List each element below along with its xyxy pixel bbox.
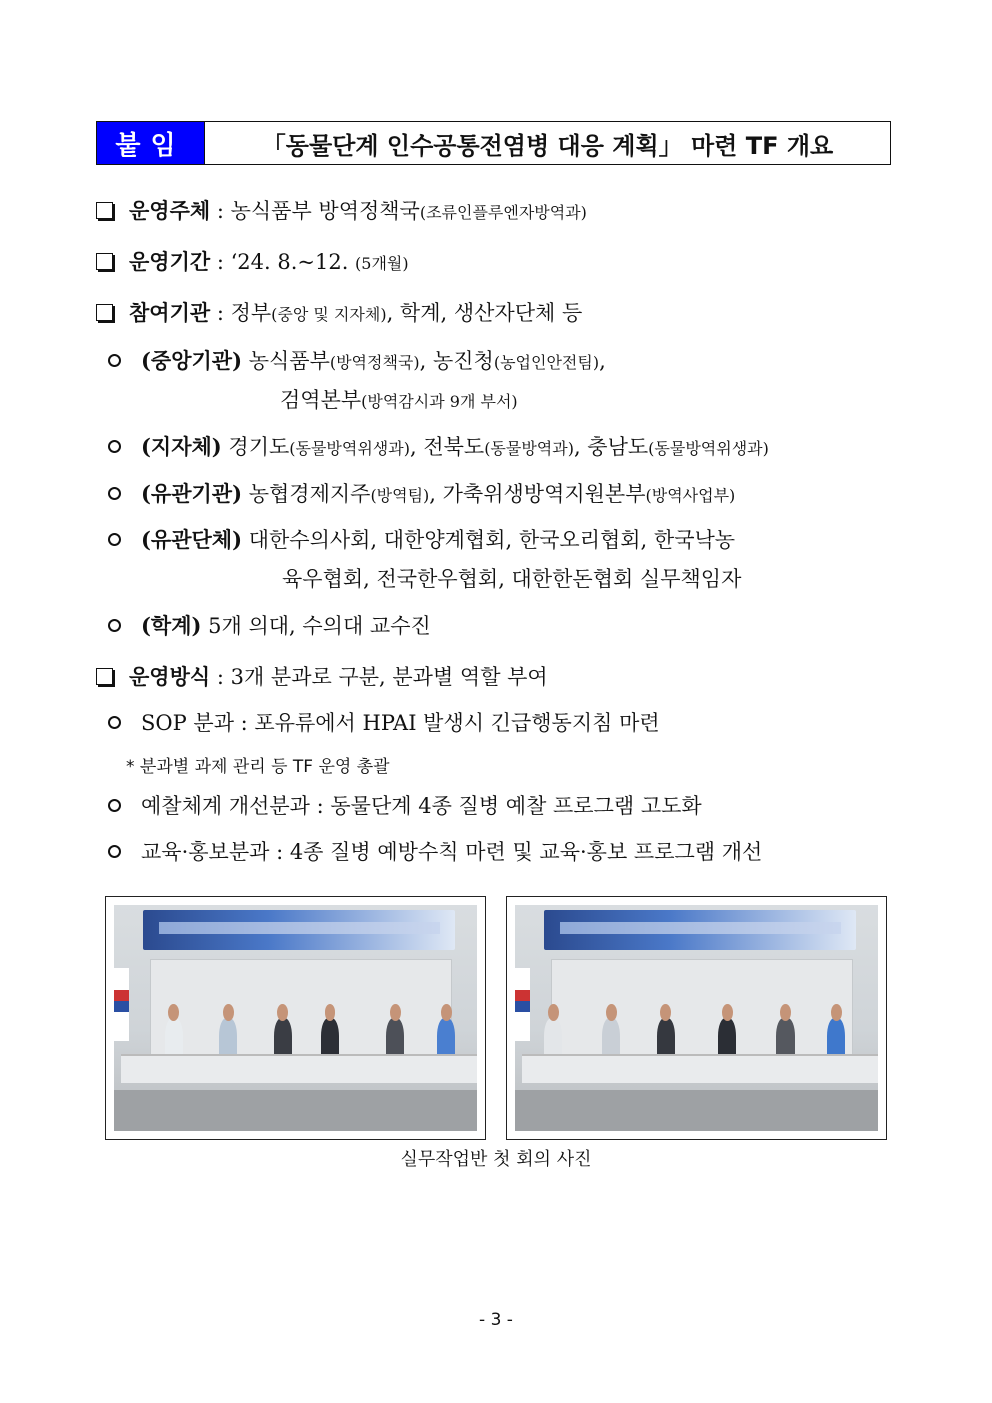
title-box (96, 121, 891, 165)
item-related-group: (유관단체) 대한수의사회, 대한양계협회, 한국오리협회, 한국낙농 (108, 527, 735, 553)
sop-note: * 분과별 과제 관리 등 TF 운영 총괄 (126, 757, 390, 777)
section-head: 운영주체 (129, 198, 211, 223)
flag-icon (114, 968, 129, 1040)
circle-bullet-icon (108, 440, 121, 453)
section-org: 운영주체 : 농식품부 방역정책국(조류인플루엔자방역과) (96, 198, 587, 224)
item-sop: SOP 분과 : 포유류에서 HPAI 발생시 긴급행동지침 마련 (108, 711, 660, 736)
checkbox-square-icon (96, 253, 113, 270)
attachment-label: 붙임 (97, 122, 205, 164)
section-participants: 참여기관 : 정부(중앙 및 지자체), 학계, 생산자단체 등 (96, 300, 582, 326)
event-banner (143, 910, 455, 951)
circle-bullet-icon (108, 716, 121, 729)
meeting-table (522, 1054, 878, 1083)
photo-caption: 실무작업반 첫 회의 사진 (400, 1149, 592, 1170)
section-period: 운영기간 : ‘24. 8.~12. (5개월) (96, 249, 409, 275)
section-head: 참여기관 (129, 300, 211, 325)
circle-bullet-icon (108, 799, 121, 812)
checkbox-square-icon (96, 668, 113, 685)
item-central-cont: 검역본부(방역감시과 9개 부서) (280, 388, 518, 412)
item-central: (중앙기관) 농식품부(방역정책국), 농진청(농업인안전팀), (108, 348, 606, 374)
circle-bullet-icon (108, 619, 121, 632)
item-academia: (학계) 5개 의대, 수의대 교수진 (108, 613, 431, 639)
flag-icon (515, 968, 530, 1040)
meeting-photo-image (114, 905, 477, 1131)
circle-bullet-icon (108, 533, 121, 546)
item-local: (지자체) 경기도(동물방역위생과), 전북도(동물방역과), 충남도(동물방역위생과) (108, 434, 769, 460)
circle-bullet-icon (108, 354, 121, 367)
circle-bullet-icon (108, 487, 121, 500)
wall-screen (150, 959, 451, 1065)
item-forecast: 예찰체계 개선분과 : 동물단계 4종 질병 예찰 프로그램 고도화 (108, 794, 702, 819)
event-banner (544, 910, 856, 951)
meeting-photo-left (105, 896, 486, 1140)
wall-screen (551, 959, 852, 1065)
item-education: 교육·홍보분과 : 4종 질병 예방수칙 마련 및 교육·홍보 프로그램 개선 (108, 840, 762, 865)
checkbox-square-icon (96, 304, 113, 321)
checkbox-square-icon (96, 202, 113, 219)
section-method: 운영방식 : 3개 분과로 구분, 분과별 역할 부여 (96, 664, 548, 690)
item-related-group-cont: 육우협회, 전국한우협회, 대한한돈협회 실무책임자 (282, 567, 742, 591)
item-related-agency: (유관기관) 농협경제지주(방역팀), 가축위생방역지원본부(방역사업부) (108, 481, 735, 507)
section-head: 운영기간 (129, 249, 211, 274)
meeting-photo-right (506, 896, 887, 1140)
circle-bullet-icon (108, 845, 121, 858)
document-title: 「동물단계 인수공통전염병 대응 계획」 마련 TF 개요 (261, 131, 834, 160)
page-number: - 3 - (479, 1310, 513, 1330)
section-head: 운영방식 (129, 664, 211, 689)
meeting-table (121, 1054, 477, 1083)
meeting-photo-image (515, 905, 878, 1131)
